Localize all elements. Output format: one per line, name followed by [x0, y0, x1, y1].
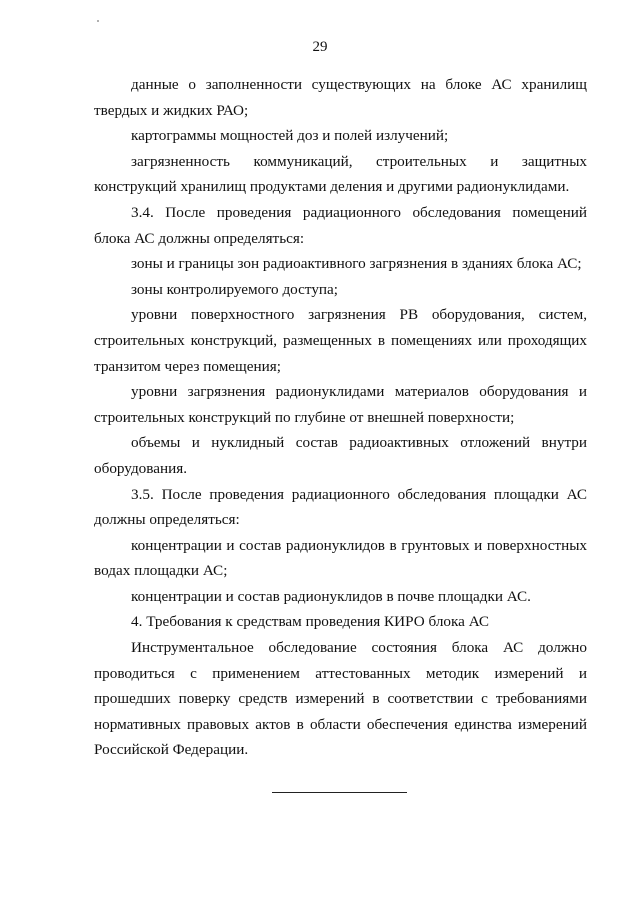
paragraph-depth-contamination: уровни загрязнения радионуклидами материалов оборудования и строительных конструкций по глубине от внешней поверхности;: [94, 383, 587, 426]
paragraph-instrumental-survey: Инструментальное обследование состояния блока АС должно проводиться с применением аттестованных методик измерений и прошедших поверку средств измерений в соответствии с требованиями нормативных правовых актов в области обеспечения единства измерений Российской Федерации.: [94, 639, 587, 759]
section-heading-4: 4. Требования к средствам проведения КИРО блока АС: [131, 613, 490, 631]
page-number: 29: [312, 39, 328, 55]
paragraph-contamination-zones: зоны и границы зон радиоактивного загрязнения в зданиях блока АС;: [131, 255, 582, 273]
paragraph-groundwater-radionuclides: концентрации и состав радионуклидов в грунтовых и поверхностных водах площадки АС;: [94, 536, 587, 580]
paragraph-section-3-4: 3.4. После проведения радиационного обследования помещений блока АС должны определяться:: [94, 203, 587, 247]
paragraph-dose-cartograms: картограммы мощностей доз и полей излучений;: [131, 127, 449, 145]
scan-speck: [97, 20, 99, 22]
paragraph-controlled-access-zones: зоны контролируемого доступа;: [131, 280, 339, 298]
paragraph-soil-radionuclides: концентрации и состав радионуклидов в почве площадки АС.: [131, 587, 531, 605]
paragraph-rao-storage-data: данные о заполненности существующих на блоке АС хранилищ твердых и жидких РАО;: [94, 76, 587, 119]
end-divider-line: [272, 792, 407, 793]
paragraph-surface-contamination: уровни поверхностного загрязнения РВ оборудования, систем, строительных конструкций, размещенных в помещениях или проходящих транзитом через помещения;: [94, 306, 587, 375]
document-body: [94, 72, 587, 763]
paragraph-deposits-volume: объемы и нуклидный состав радиоактивных отложений внутри оборудования.: [94, 434, 587, 477]
paragraph-contamination-structures: загрязненность коммуникаций, строительных и защитных конструкций хранилищ продуктами деления и другими радионуклидами.: [94, 152, 587, 196]
paragraph-section-3-5: 3.5. После проведения радиационного обследования площадки АС должны определяться:: [94, 485, 587, 529]
